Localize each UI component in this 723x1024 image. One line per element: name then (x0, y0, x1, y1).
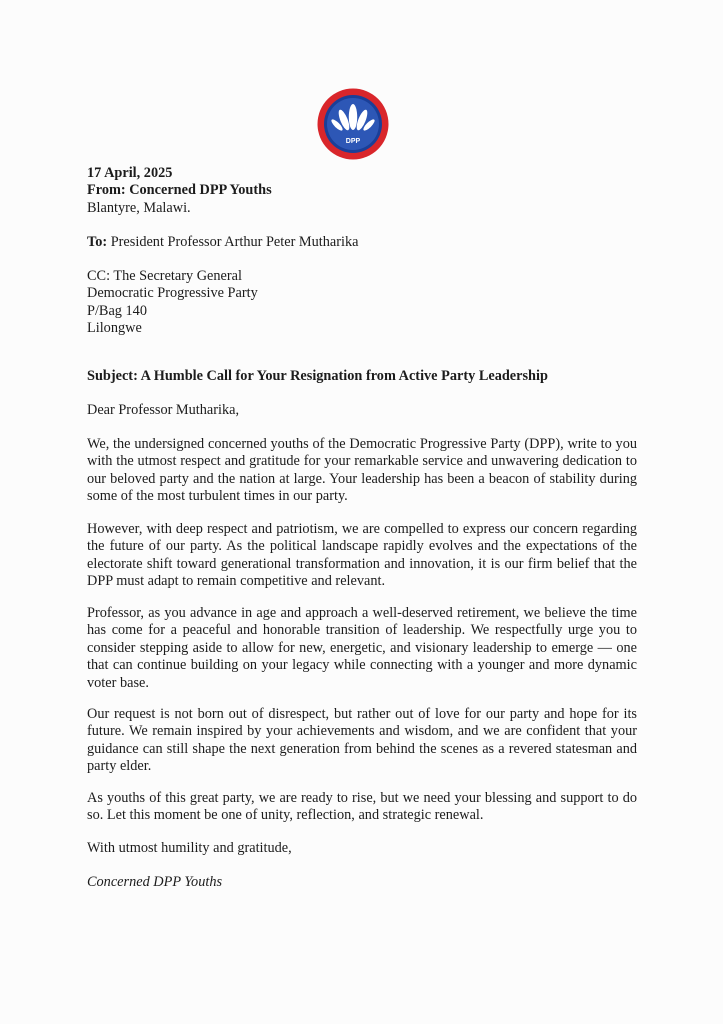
letter-date: 17 April, 2025 (87, 165, 173, 181)
cc-line-3: P/Bag 140 (87, 302, 147, 319)
salutation: Dear Professor Mutharika, (87, 402, 240, 418)
cc-line-1: CC: The Secretary General (87, 268, 242, 284)
paragraph-2: However, with deep respect and patriotism, we are compelled to express our concern regarding the future of our party. As the political landscape rapidly evolves and the expectations of the electorate shift toward generational transformation and innovation, it is our firm belief that the DPP must adapt to remain competitive and relevant. (87, 521, 637, 590)
paragraph-3: Professor, as you advance in age and approach a well-deserved retirement, we believe the time has come for a peaceful and honorable transition of leadership. We respectfully urge you to consider stepping aside to allow for new, energetic, and visionary leadership to emerge — one that can continue building on your legacy while connecting with a younger and more dynamic voter base. (87, 605, 637, 691)
closing-line: With utmost humility and gratitude, (87, 840, 292, 856)
logo-text: DPP (345, 138, 361, 145)
to-line (87, 234, 637, 251)
paragraph-5: As youths of this great party, we are ready to rise, but we need your blessing and support to do so. Let this moment be one of unity, reflection, and strategic renewal. (87, 790, 637, 824)
dpp-logo (316, 87, 390, 161)
paragraph-4: Our request is not born out of disrespect, but rather out of love for our party and hope for its future. We remain inspired by your achievements and wisdom, and we are confident that your guidance can still shape the next generation from behind the scenes as a revered statesman and party elder. (87, 706, 637, 775)
cc-block (87, 268, 637, 338)
letter-header (87, 165, 637, 217)
subject-line: Subject: A Humble Call for Your Resignation from Active Party Leadership (87, 368, 548, 384)
to-label: To: (87, 234, 108, 250)
to-name: President Professor Arthur Peter Mutharika (110, 234, 359, 250)
signature: Concerned DPP Youths (87, 874, 223, 890)
from-line: From: Concerned DPP Youths (87, 182, 272, 199)
cc-line-2: Democratic Progressive Party (87, 285, 258, 302)
from-location: Blantyre, Malawi. (87, 199, 191, 216)
paragraph-1: We, the undersigned concerned youths of the Democratic Progressive Party (DPP), write to you with the utmost respect and gratitude for your remarkable service and unwavering dedication to our beloved party and the nation at large. Your leadership has been a beacon of stability during some of the most turbulent times in our party. (87, 436, 637, 505)
cc-line-4: Lilongwe (87, 320, 142, 337)
